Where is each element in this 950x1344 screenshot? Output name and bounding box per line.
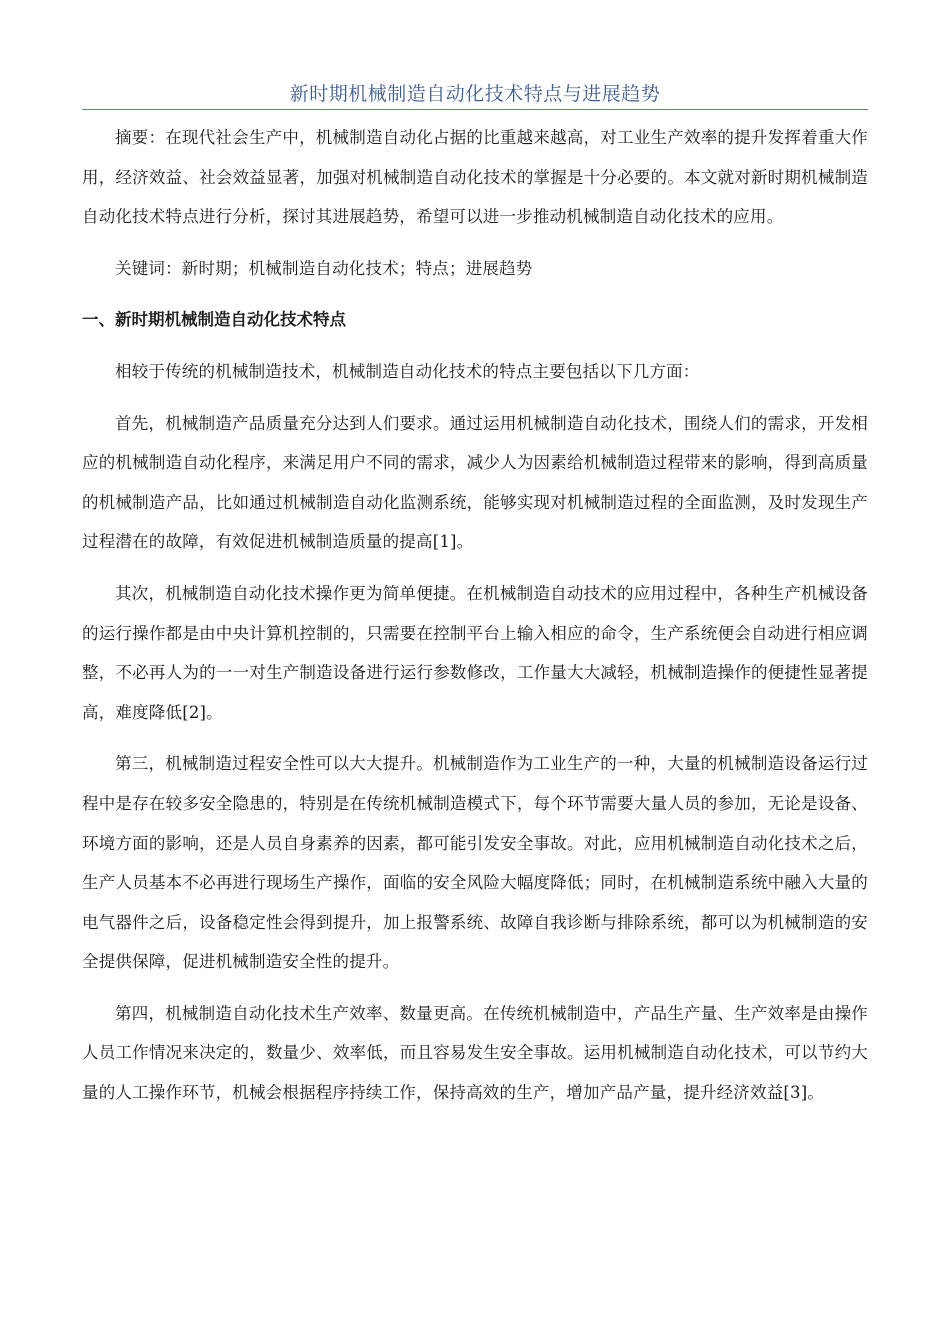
body-paragraph-first: 首先，机械制造产品质量充分达到人们要求。通过运用机械制造自动化技术，围绕人们的需求，开发相应的机械制造自动化程序，来满足用户不同的需求，减少人为因素给机械制造过程带来的影响，得到高质量的机械制造产品，比如通过机械制造自动化监测系统，能够实现对机械制造过程的全面监测，及时发现生产过程潜在的故障，有效促进机械制造质量的提高[1]。	[82, 413, 868, 552]
body-paragraph-fourth: 第四，机械制造自动化技术生产效率、数量更高。在传统机械制造中，产品生产量、生产效率是由操作人员工作情况来决定的，数量少、效率低，而且容易发生安全事故。运用机械制造自动化技术，可以节约大量的人工操作环节，机械会根据程序持续工作，保持高效的生产，增加产品产量，提升经济效益[3]。	[82, 1003, 868, 1103]
body-paragraph-second: 其次，机械制造自动化技术操作更为简单便捷。在机械制造自动技术的应用过程中，各种生产机械设备的运行操作都是由中央计算机控制的，只需要在控制平台上输入相应的命令，生产系统便会自动进行相应调整，不必再人为的一一对生产制造设备进行运行参数修改，工作量大大减轻，机械制造操作的便捷性显著提高，难度降低[2]。	[82, 583, 868, 722]
body-paragraph-intro: 相较于传统的机械制造技术，机械制造自动化技术的特点主要包括以下几方面：	[115, 361, 700, 381]
title-divider	[82, 109, 868, 110]
section-heading: 一、新时期机械制造自动化技术特点	[82, 310, 346, 330]
document-body	[82, 118, 868, 1113]
keywords-paragraph: 关键词：新时期；机械制造自动化技术；特点；进展趋势	[115, 258, 533, 278]
abstract-paragraph: 摘要：在现代社会生产中，机械制造自动化占据的比重越来越高，对工业生产效率的提升发挥着重大作用，经济效益、社会效益显著，加强对机械制造自动化技术的掌握是十分必要的。本文就对新时期机械制造自动化技术特点进行分析，探讨其进展趋势，希望可以进一步推动机械制造自动化技术的应用。	[82, 128, 868, 227]
document-title: 新时期机械制造自动化技术特点与进展趋势	[289, 83, 661, 105]
body-paragraph-third: 第三，机械制造过程安全性可以大大提升。机械制造作为工业生产的一种，大量的机械制造设备运行过程中是存在较多安全隐患的，特别是在传统机械制造模式下，每个环节需要大量人员的参加，无论是设备、环境方面的影响，还是人员自身素养的因素，都可能引发安全事故。对此，应用机械制造自动化技术之后，生产人员基本不必再进行现场生产操作，面临的安全风险大幅度降低；同时，在机械制造系统中融入大量的电气器件之后，设备稳定性会得到提升，加上报警系统、故障自我诊断与排除系统，都可以为机械制造的安全提供保障，促进机械制造安全性的提升。	[82, 754, 868, 972]
